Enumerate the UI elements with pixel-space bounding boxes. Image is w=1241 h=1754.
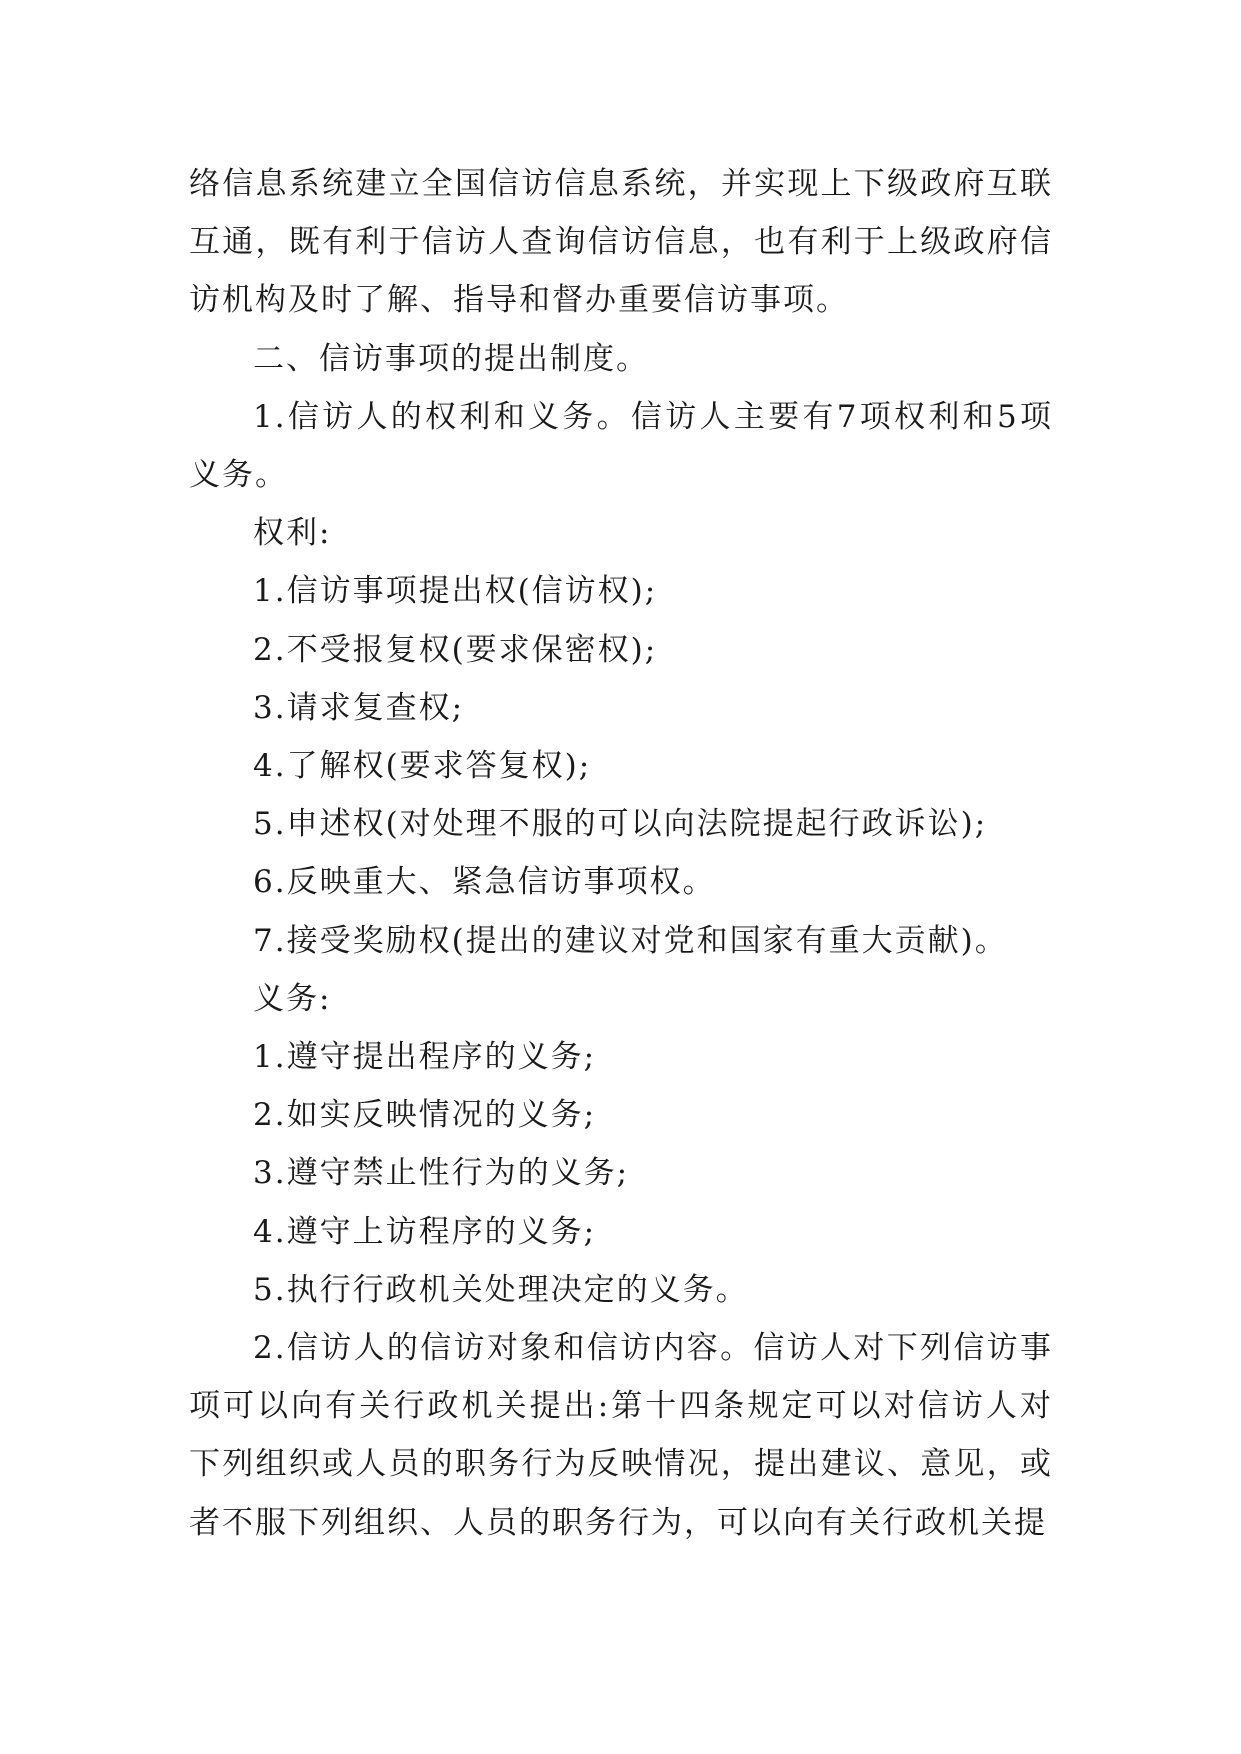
duties-item-3: 3.遵守禁止性行为的义务; xyxy=(253,1155,630,1192)
duties-item-5: 5.执行行政机关处理决定的义务。 xyxy=(253,1271,749,1308)
section-heading: 二、信访事项的提出制度。 xyxy=(253,340,649,377)
paragraph-petition-scope: 2.信访人的信访对象和信访内容。信访人对下列信访事项可以向有关行政机关提出:第十四条规定可以对信访人对下列组织或人员的职务行为反映情况，提出建议、意见，或者不服下列组织、人员的职务行为，可以向有关行政机关提 xyxy=(189,1330,1053,1541)
paragraph-rights-duties: 1.信访人的权利和义务。信访人主要有7项权利和5项义务。 xyxy=(189,398,1053,494)
rights-heading: 权利: xyxy=(253,515,332,552)
duties-item-4: 4.遵守上访程序的义务; xyxy=(253,1213,597,1250)
rights-item-1: 1.信访事项提出权(信访权); xyxy=(253,573,658,610)
rights-item-4: 4.了解权(要求答复权); xyxy=(253,748,592,785)
rights-item-7: 7.接受奖励权(提出的建议对党和国家有重大贡献)。 xyxy=(253,922,1008,959)
document-body xyxy=(189,155,1053,1552)
duties-heading: 义务: xyxy=(253,980,332,1017)
rights-item-6: 6.反映重大、紧急信访事项权。 xyxy=(253,864,716,901)
paragraph-continuation: 络信息系统建立全国信访信息系统，并实现上下级政府互联互通，既有利于信访人查询信访信息，也有利于上级政府信访机构及时了解、指导和督办重要信访事项。 xyxy=(189,166,1053,319)
duties-item-2: 2.如实反映情况的义务; xyxy=(253,1097,597,1134)
rights-item-5: 5.申述权(对处理不服的可以向法院提起行政诉讼); xyxy=(253,806,988,843)
rights-item-3: 3.请求复查权; xyxy=(253,689,465,726)
rights-item-2: 2.不受报复权(要求保密权); xyxy=(253,631,658,668)
duties-item-1: 1.遵守提出程序的义务; xyxy=(253,1039,597,1076)
